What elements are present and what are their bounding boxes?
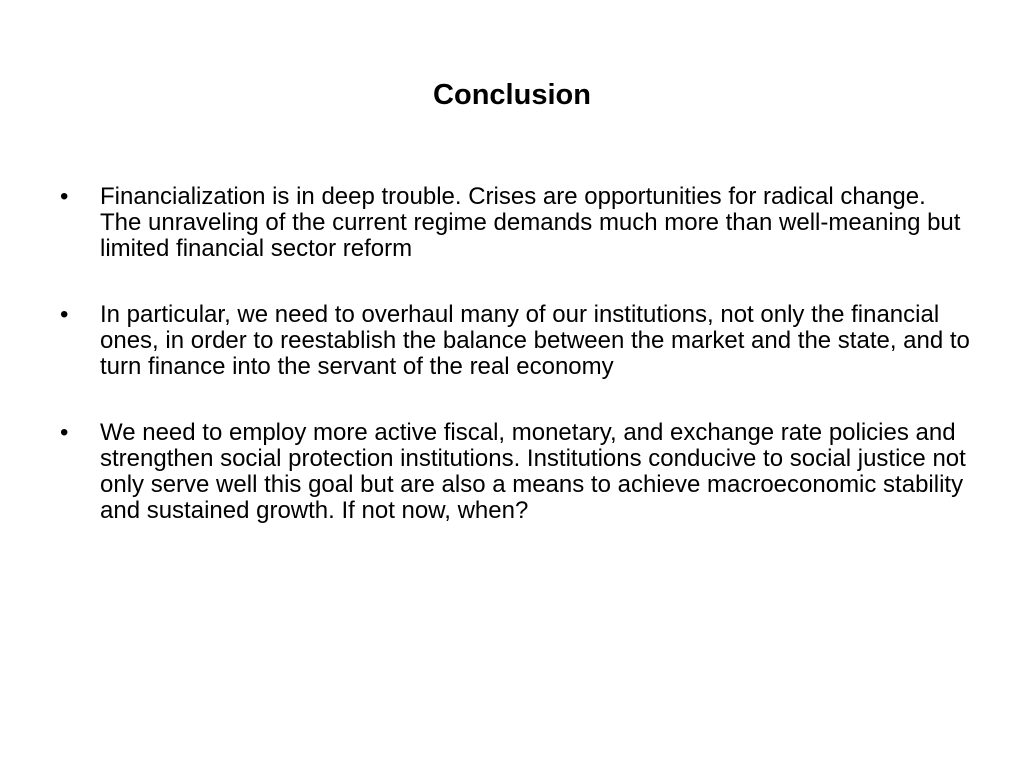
bullet-text: Financialization is in deep trouble. Crises are opportunities for radical change. The unraveling of the current regime demands much more than well-meaning but limited financial sector reform (100, 183, 961, 262)
bullet-item (60, 184, 970, 262)
bullet-text: In particular, we need to overhaul many of our institutions, not only the financial ones, in order to reestablish the balance between the market and the state, and to turn finance into the servant of the real economy (100, 301, 970, 380)
bullet-item (60, 302, 970, 380)
bullet-text: We need to employ more active fiscal, monetary, and exchange rate policies and strengthen social protection institutions. Institutions conducive to social justice not only serve well this goal but are also a means to achieve macroeconomic stability and sustained growth. If not now, when? (100, 419, 966, 524)
slide-title: Conclusion (433, 79, 591, 111)
bullet-marker: • (60, 419, 69, 446)
bullet-item (60, 420, 970, 524)
bullet-marker: • (60, 301, 69, 328)
bullet-list (60, 184, 970, 564)
bullet-marker: • (60, 183, 69, 210)
